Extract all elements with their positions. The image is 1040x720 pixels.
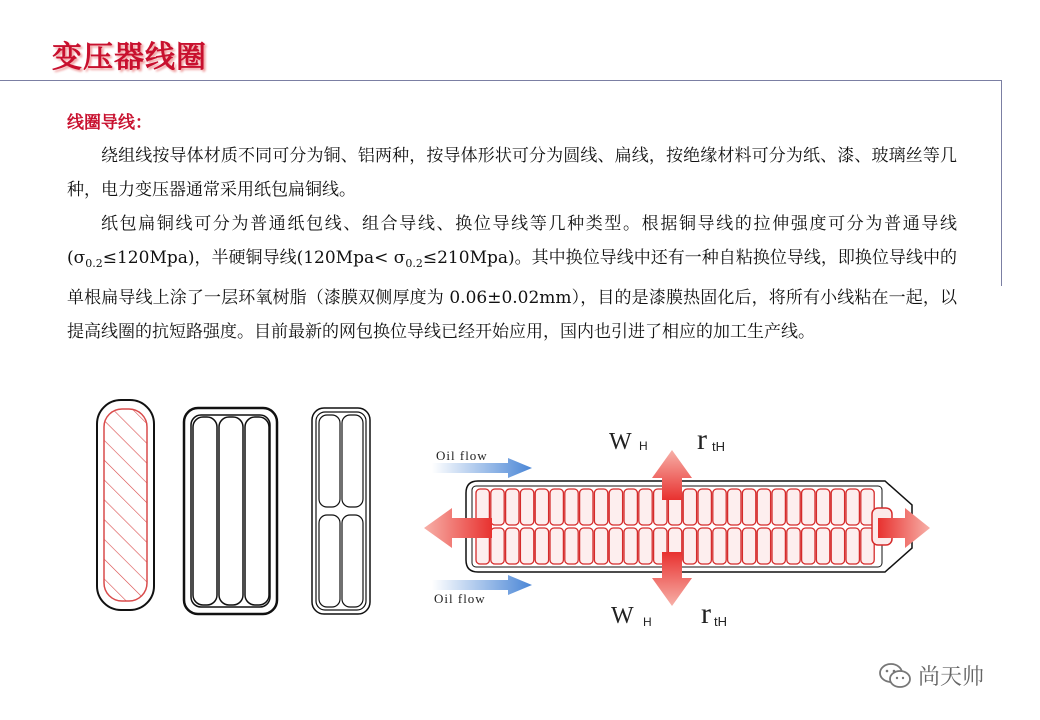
conductor-strand xyxy=(728,489,741,525)
conductor-strand xyxy=(816,528,829,564)
page-title: 变压器线圈 xyxy=(52,40,207,75)
conductor-strand xyxy=(594,528,607,564)
r-th-sub-bottom: tH xyxy=(714,614,727,629)
conductor-strand xyxy=(698,528,711,564)
conductor-strand xyxy=(491,489,504,525)
conductor-strand xyxy=(772,489,785,525)
w-h-label-top: W xyxy=(609,429,632,455)
w-h-label-bottom: W xyxy=(611,603,634,629)
conductor-strand xyxy=(683,528,696,564)
w-h-sub-top: H xyxy=(639,439,648,453)
conductor-strand xyxy=(772,528,785,564)
conductor-strand xyxy=(713,528,726,564)
paragraph-1: 绕组线按导体材质不同可分为铜、铝两种，按导体形状可分为圆线、扁线，按绝缘材料可分为纸、漆、玻璃丝等几种，电力变压器通常采用纸包扁铜线。 xyxy=(67,146,957,200)
conductor-strand xyxy=(520,489,533,525)
r-th-sub-top: tH xyxy=(712,439,725,454)
w-h-sub-bottom: H xyxy=(643,615,652,629)
split-conductor-figure xyxy=(312,408,370,614)
conductor-strand xyxy=(624,489,637,525)
conductor-strand xyxy=(506,489,519,525)
section-heading: 线圈导线： xyxy=(67,113,152,133)
watermark-text: 尚天帅 xyxy=(918,665,985,690)
conductor-strand xyxy=(639,528,652,564)
conductor-strand xyxy=(757,528,770,564)
r-th-label-bottom: r xyxy=(701,597,711,630)
conductor-strand xyxy=(550,489,563,525)
conductor-strand xyxy=(580,489,593,525)
para2-part1: 纸包扁铜线可分为普通纸包线、组合导线、换位导线等几种类型。根据铜导线的拉伸强度可分为普通导线(σ xyxy=(67,214,957,268)
conductor-strand xyxy=(639,489,652,525)
conductor-strand xyxy=(565,528,578,564)
conductor-strand xyxy=(846,489,859,525)
conductor-strand xyxy=(831,528,844,564)
conductor-strand xyxy=(550,528,563,564)
conductor-strand xyxy=(506,528,519,564)
conductor-strand xyxy=(565,489,578,525)
conductor-strand xyxy=(728,528,741,564)
conductor-strand xyxy=(580,528,593,564)
conductor-strand xyxy=(787,489,800,525)
para2-part3: ≤210Mpa)。其中换位导线中还有一种自粘换位导线，即换位导线中的单根扁导线上涂了一层环氧树脂（漆膜双侧厚度为 0.06±0.02mm），目的是漆膜热固化后，将所有小线粘在一起，以提高线圈的抗短路强度。目前最新的网包换位导线已经开始应用，国内也引进了相应的加工生产线。 xyxy=(67,248,957,342)
para2-sub2: 0.2 xyxy=(405,257,423,270)
r-th-label-top: r xyxy=(697,423,707,456)
conductor-strand xyxy=(846,528,859,564)
conductor-strand xyxy=(713,489,726,525)
oil-flow-label-bottom: Oil flow xyxy=(434,591,486,606)
conductor-strand xyxy=(535,528,548,564)
conductor-strand xyxy=(491,528,504,564)
para2-part2: ≤120Mpa)，半硬铜导线(120Mpa< σ xyxy=(102,248,406,268)
conductor-strand xyxy=(683,489,696,525)
conductor-strand xyxy=(698,489,711,525)
oil-flow-label-top: Oil flow xyxy=(436,448,488,463)
conductor-strand xyxy=(757,489,770,525)
transposed-conductor-figure xyxy=(466,481,912,572)
conductor-strand xyxy=(609,489,622,525)
conductor-strand xyxy=(594,489,607,525)
conductor-strand xyxy=(816,489,829,525)
combined-conductor-figure xyxy=(184,408,277,614)
conductor-strand xyxy=(831,489,844,525)
conductor-strand xyxy=(802,528,815,564)
conductor-strand xyxy=(802,489,815,525)
wechat-icon xyxy=(878,662,912,690)
conductor-strand xyxy=(787,528,800,564)
conductor-strand xyxy=(742,489,755,525)
conductor-strand xyxy=(520,528,533,564)
conductor-strand xyxy=(624,528,637,564)
watermark xyxy=(878,660,984,691)
conductor-strand xyxy=(609,528,622,564)
single-conductor-figure xyxy=(97,400,154,610)
conductor-strand xyxy=(742,528,755,564)
para2-sub1: 0.2 xyxy=(85,257,103,270)
conductor-strand xyxy=(535,489,548,525)
